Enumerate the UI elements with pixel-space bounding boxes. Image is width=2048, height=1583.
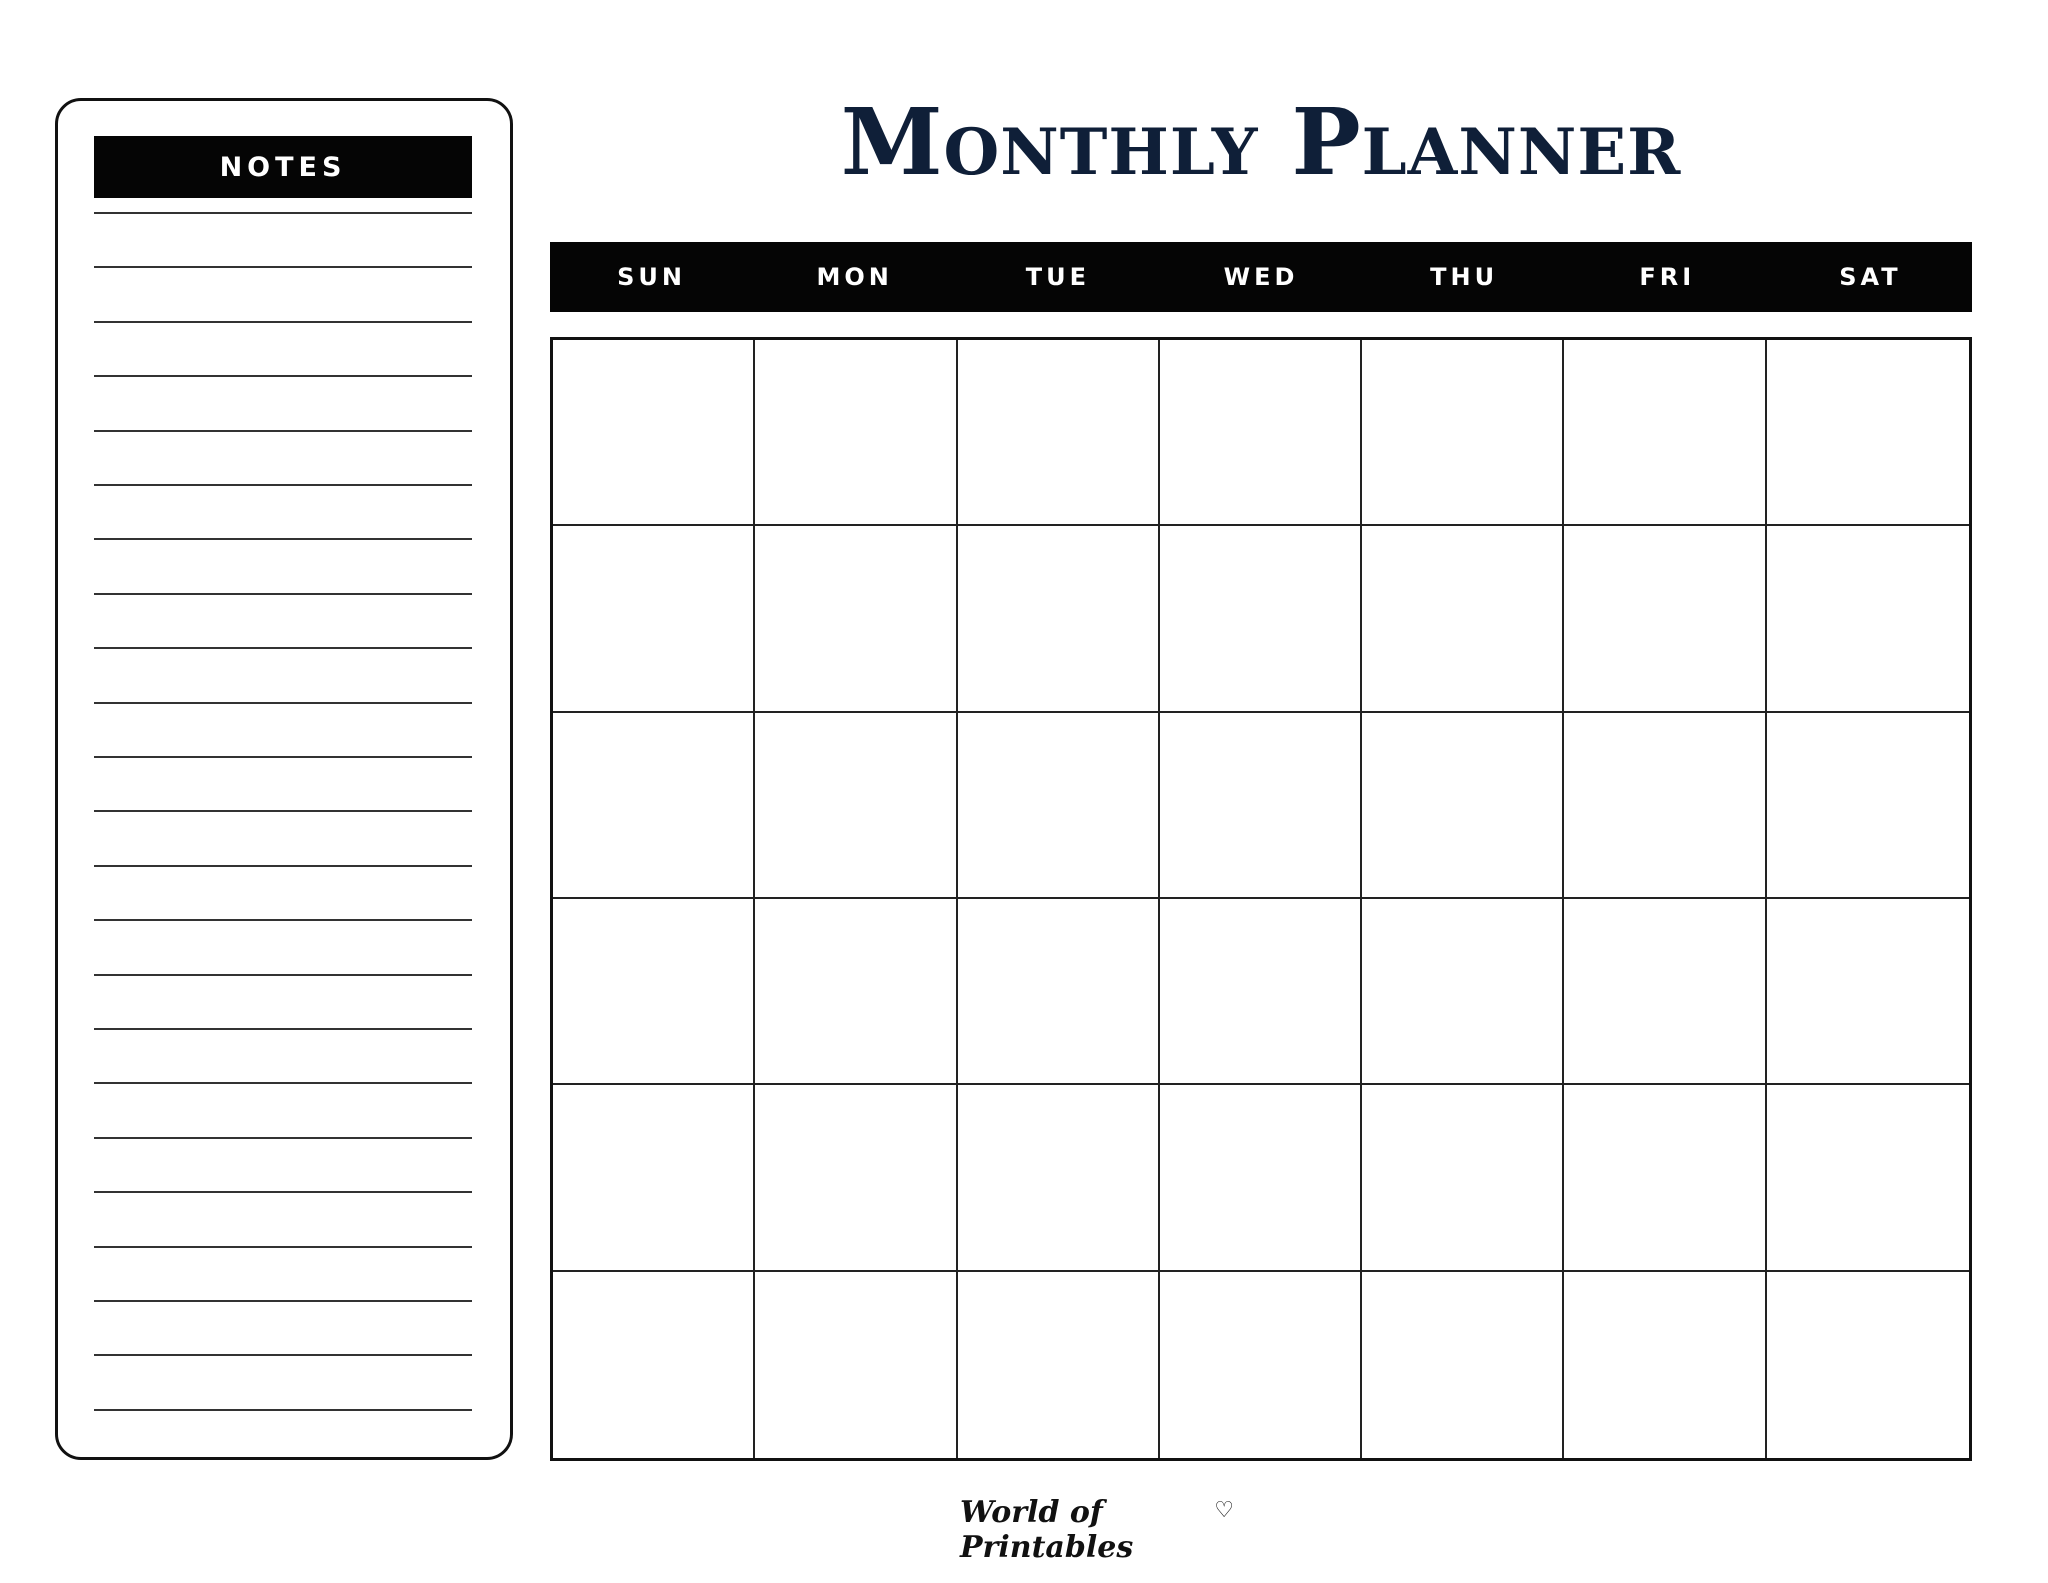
note-line bbox=[94, 974, 472, 976]
calendar-cell bbox=[958, 713, 1160, 899]
calendar-cell bbox=[1564, 899, 1766, 1085]
note-line bbox=[94, 538, 472, 540]
calendar-cell bbox=[1767, 1085, 1969, 1271]
day-label-sun: SUN bbox=[617, 263, 686, 291]
note-line bbox=[94, 919, 472, 921]
calendar-cell bbox=[1767, 340, 1969, 526]
calendar-cell bbox=[958, 1085, 1160, 1271]
calendar-cell bbox=[1160, 526, 1362, 712]
note-line bbox=[94, 1082, 472, 1084]
calendar-cell bbox=[958, 899, 1160, 1085]
note-line bbox=[94, 266, 472, 268]
calendar-cell bbox=[1362, 1272, 1564, 1458]
note-line bbox=[94, 756, 472, 758]
note-line bbox=[94, 647, 472, 649]
note-line bbox=[94, 484, 472, 486]
note-line bbox=[94, 1246, 472, 1248]
note-line bbox=[94, 1028, 472, 1030]
calendar-cell bbox=[553, 526, 755, 712]
calendar-cell bbox=[1564, 1272, 1766, 1458]
calendar-cell bbox=[1160, 899, 1362, 1085]
note-line bbox=[94, 375, 472, 377]
calendar-cell bbox=[1564, 713, 1766, 899]
footer-logo bbox=[960, 1495, 1240, 1565]
day-label-fri: FRI bbox=[1639, 263, 1696, 291]
calendar-cell bbox=[1362, 899, 1564, 1085]
calendar-cell bbox=[1160, 340, 1362, 526]
note-line bbox=[94, 212, 472, 214]
calendar-cell bbox=[1564, 1085, 1766, 1271]
note-line bbox=[94, 430, 472, 432]
calendar-cell bbox=[553, 713, 755, 899]
calendar-cell bbox=[553, 1085, 755, 1271]
calendar-cell bbox=[553, 899, 755, 1085]
note-line bbox=[94, 1409, 472, 1411]
calendar-cell bbox=[1362, 340, 1564, 526]
calendar-cell bbox=[1564, 526, 1766, 712]
calendar-cell bbox=[1767, 1272, 1969, 1458]
day-label-mon: MON bbox=[816, 263, 893, 291]
day-label-wed: WED bbox=[1223, 263, 1299, 291]
calendar-cell bbox=[958, 340, 1160, 526]
calendar-cell bbox=[755, 340, 957, 526]
note-line bbox=[94, 1137, 472, 1139]
calendar-cell bbox=[755, 899, 957, 1085]
calendar-cell bbox=[1767, 713, 1969, 899]
note-line bbox=[94, 865, 472, 867]
calendar-cell bbox=[1160, 713, 1362, 899]
day-label-thu: THU bbox=[1430, 263, 1499, 291]
calendar-cell bbox=[958, 526, 1160, 712]
calendar-cell bbox=[755, 713, 957, 899]
notes-lines bbox=[94, 212, 472, 1412]
note-line bbox=[94, 702, 472, 704]
day-label-tue: TUE bbox=[1025, 263, 1090, 291]
calendar-cell bbox=[1564, 340, 1766, 526]
note-line bbox=[94, 321, 472, 323]
calendar-cell bbox=[755, 1085, 957, 1271]
notes-panel bbox=[55, 98, 513, 1460]
calendar-cell bbox=[958, 1272, 1160, 1458]
logo-text: World of Printables bbox=[960, 1495, 1134, 1565]
calendar-cell bbox=[553, 340, 755, 526]
calendar-cell bbox=[1362, 713, 1564, 899]
calendar-cell bbox=[1767, 899, 1969, 1085]
calendar-cell bbox=[553, 1272, 755, 1458]
note-line bbox=[94, 1191, 472, 1193]
note-line bbox=[94, 1354, 472, 1356]
calendar-cell bbox=[755, 526, 957, 712]
calendar-cell bbox=[1767, 526, 1969, 712]
calendar-grid bbox=[550, 337, 1972, 1461]
heart-icon: ♡ bbox=[1214, 1498, 1234, 1523]
note-line bbox=[94, 593, 472, 595]
page-title: Monthly Planner bbox=[840, 88, 1682, 196]
note-line bbox=[94, 1300, 472, 1302]
calendar-cell bbox=[1362, 526, 1564, 712]
calendar-cell bbox=[1160, 1272, 1362, 1458]
calendar-cell bbox=[1160, 1085, 1362, 1271]
calendar-cell bbox=[755, 1272, 957, 1458]
note-line bbox=[94, 810, 472, 812]
day-header-bar bbox=[550, 242, 1972, 312]
day-label-sat: SAT bbox=[1839, 263, 1902, 291]
notes-header: NOTES bbox=[94, 136, 472, 198]
calendar-cell bbox=[1362, 1085, 1564, 1271]
